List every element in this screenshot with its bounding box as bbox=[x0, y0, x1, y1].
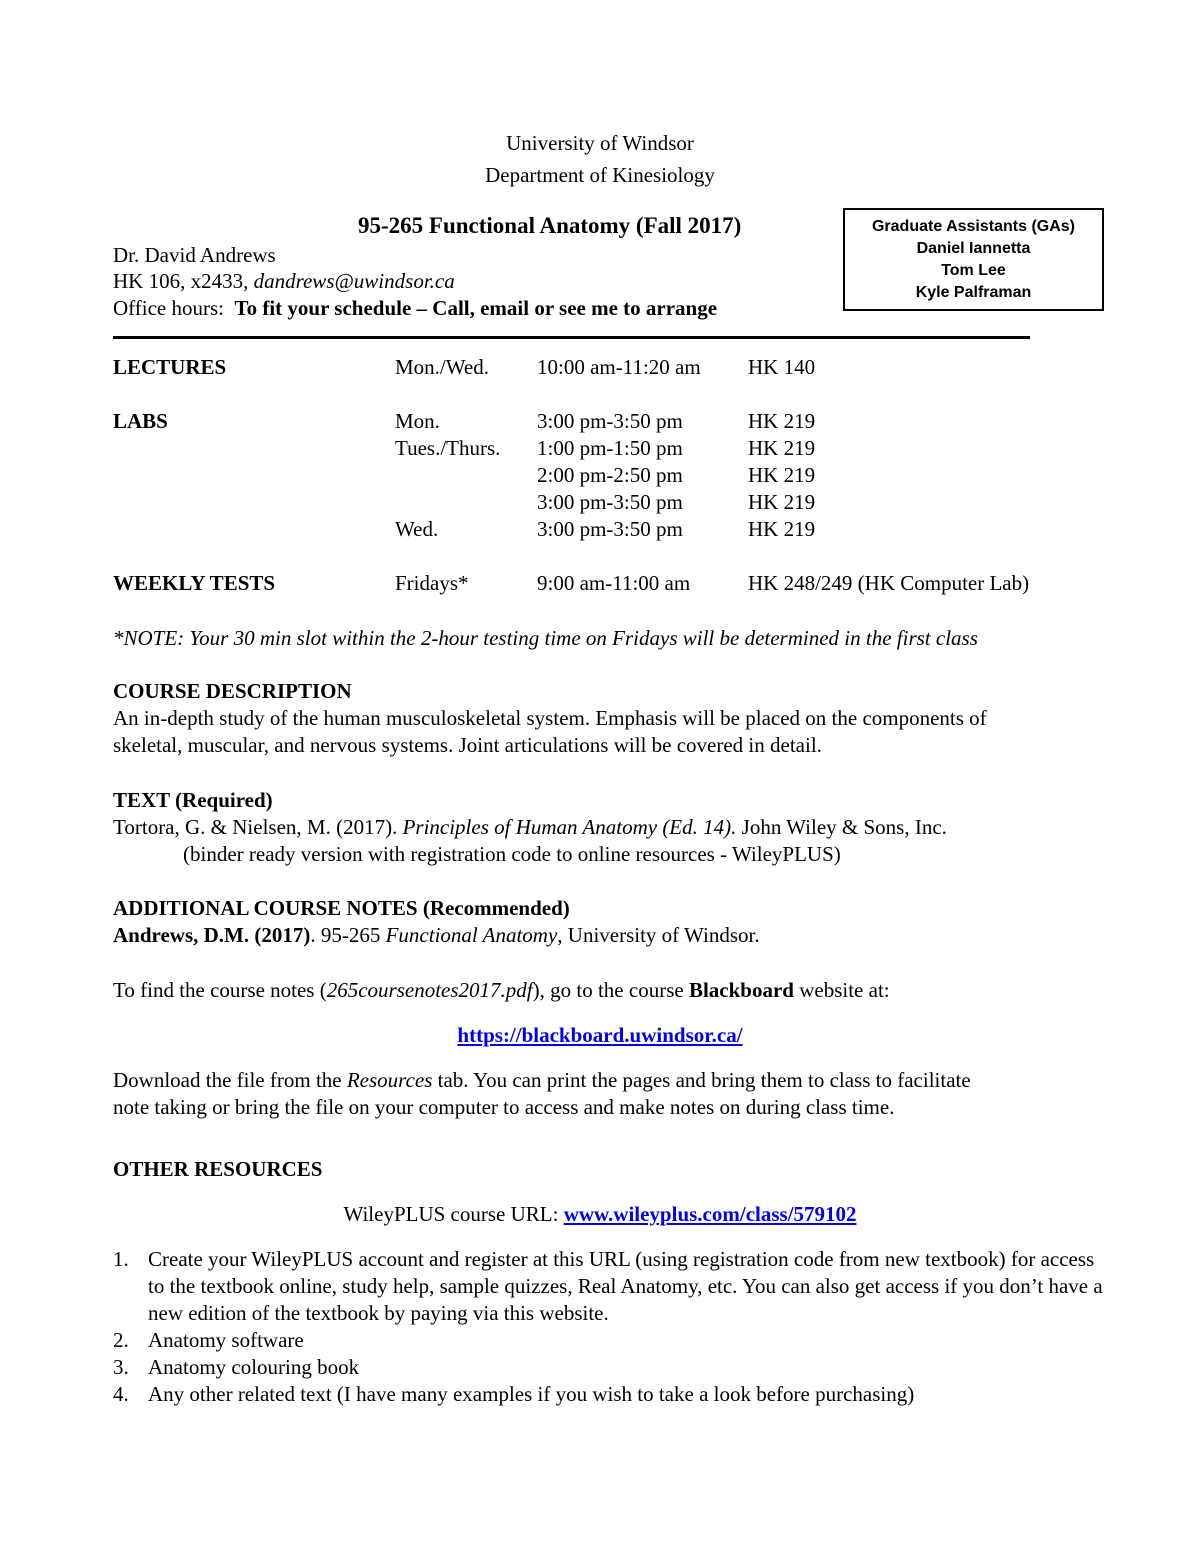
textbook-title: Principles of Human Anatomy (Ed. 14). bbox=[402, 815, 737, 839]
office-hours bbox=[113, 295, 717, 322]
schedule-time: 10:00 am-11:20 am bbox=[537, 355, 701, 379]
other-resources-heading: OTHER RESOURCES bbox=[113, 1157, 323, 1181]
schedule-row bbox=[0, 570, 1200, 597]
office-hours-label: Office hours: bbox=[113, 296, 224, 320]
course-notes-citation bbox=[113, 922, 760, 949]
list-item-text: Anatomy software bbox=[148, 1328, 304, 1352]
blackboard-link[interactable]: https://blackboard.uwindsor.ca/ bbox=[457, 1023, 743, 1047]
download-instructions-line: note taking or bring the file on your computer to access and make notes on during class time. bbox=[113, 1095, 895, 1119]
schedule-row bbox=[0, 354, 1200, 381]
schedule-day: Mon. bbox=[395, 409, 440, 433]
notes-code: . 95-265 bbox=[310, 923, 386, 947]
schedule-room: HK 219 bbox=[748, 517, 816, 541]
schedule-room: HK 248/249 (HK Computer Lab) bbox=[748, 571, 1030, 595]
graduate-assistants-box bbox=[843, 208, 1104, 311]
schedule-row bbox=[0, 516, 1200, 543]
wileyplus-link[interactable]: www.wileyplus.com/class/579102 bbox=[563, 1202, 857, 1226]
notes-filename: 265coursenotes2017.pdf bbox=[326, 978, 533, 1002]
list-item-text: Create your WileyPLUS account and register at this URL (using registration code from new textbook) for access to the textbook online, study help, sample quizzes, Real Anatomy, etc. You can also get access if you don’t have a new edition of the textbook by paying via this website. bbox=[148, 1247, 1103, 1325]
find-notes-instructions bbox=[113, 977, 890, 1004]
schedule-time: 2:00 pm-2:50 pm bbox=[537, 463, 683, 487]
textbook-publisher: John Wiley & Sons, Inc. bbox=[736, 815, 947, 839]
schedule-time: 3:00 pm-3:50 pm bbox=[537, 517, 683, 541]
list-number: 4. bbox=[113, 1382, 129, 1406]
additional-notes-heading: ADDITIONAL COURSE NOTES (Recommended) bbox=[113, 896, 570, 920]
schedule-room: HK 219 bbox=[748, 436, 816, 460]
find-notes-prefix: To find the course notes ( bbox=[113, 978, 327, 1002]
find-notes-middle: ), go to the course bbox=[532, 978, 689, 1002]
list-number: 1. bbox=[113, 1247, 129, 1271]
list-item bbox=[113, 1381, 1103, 1408]
schedule-day: Mon./Wed. bbox=[395, 355, 489, 379]
list-number: 2. bbox=[113, 1328, 129, 1352]
list-item-text: Anatomy colouring book bbox=[148, 1355, 360, 1379]
download-prefix: Download the file from the bbox=[113, 1068, 347, 1092]
schedule-day: Tues./Thurs. bbox=[395, 436, 501, 460]
list-item bbox=[113, 1246, 1103, 1327]
download-instructions-line bbox=[113, 1067, 971, 1094]
schedule-time: 1:00 pm-1:50 pm bbox=[537, 436, 683, 460]
schedule-time: 9:00 am-11:00 am bbox=[537, 571, 691, 595]
schedule-row bbox=[0, 408, 1200, 435]
schedule-day: Fridays* bbox=[395, 571, 469, 595]
course-description-heading: COURSE DESCRIPTION bbox=[113, 679, 352, 703]
download-suffix: tab. You can print the pages and bring them to class to facilitate bbox=[432, 1068, 971, 1092]
schedule-room: HK 219 bbox=[748, 409, 816, 433]
schedule-row bbox=[0, 435, 1200, 462]
notes-title: Functional Anatomy bbox=[385, 923, 558, 947]
wileyplus-url-label: WileyPLUS course URL: bbox=[343, 1202, 564, 1226]
list-item bbox=[113, 1354, 1103, 1381]
blackboard-link-row bbox=[0, 1022, 1200, 1049]
schedule-row bbox=[0, 462, 1200, 489]
textbook-authors: Tortora, G. & Nielsen, M. (2017). bbox=[113, 815, 403, 839]
ga-name: Tom Lee bbox=[941, 262, 1006, 279]
list-item bbox=[113, 1327, 1103, 1354]
schedule-room: HK 219 bbox=[748, 463, 816, 487]
schedule-type: LECTURES bbox=[113, 355, 227, 379]
schedule-type: LABS bbox=[113, 409, 168, 433]
instructor-email[interactable]: dandrews@uwindsor.ca bbox=[253, 269, 455, 293]
notes-author: Andrews, D.M. (2017) bbox=[113, 923, 311, 947]
resources-list bbox=[113, 1246, 1103, 1408]
schedule-type: WEEKLY TESTS bbox=[113, 571, 276, 595]
ga-name: Daniel Iannetta bbox=[916, 240, 1031, 257]
schedule-row bbox=[0, 489, 1200, 516]
testing-note: *NOTE: Your 30 min slot within the 2-hour testing time on Fridays will be determined in the first class bbox=[113, 626, 978, 650]
blackboard-name: Blackboard bbox=[688, 978, 794, 1002]
find-notes-suffix: website at: bbox=[793, 978, 890, 1002]
resources-tab-name: Resources bbox=[346, 1068, 433, 1092]
schedule-day: Wed. bbox=[395, 517, 439, 541]
list-number: 3. bbox=[113, 1355, 129, 1379]
office-hours-value: To fit your schedule – Call, email or see me to arrange bbox=[234, 296, 718, 320]
course-title: 95-265 Functional Anatomy (Fall 2017) bbox=[358, 213, 742, 238]
course-description-line: skeletal, muscular, and nervous systems. Joint articulations will be covered in detail. bbox=[113, 733, 822, 757]
course-description-line: An in-depth study of the human musculoskeletal system. Emphasis will be placed on the components of bbox=[113, 706, 987, 730]
instructor-name: Dr. David Andrews bbox=[113, 243, 276, 267]
notes-publisher: , University of Windsor. bbox=[557, 923, 760, 947]
instructor-office bbox=[113, 268, 455, 295]
wileyplus-url-row bbox=[0, 1201, 1200, 1228]
text-required-heading: TEXT (Required) bbox=[113, 788, 273, 812]
schedule-time: 3:00 pm-3:50 pm bbox=[537, 409, 683, 433]
university-name: University of Windsor bbox=[506, 131, 694, 155]
textbook-citation bbox=[113, 814, 947, 841]
binder-note: (binder ready version with registration code to online resources - WileyPLUS) bbox=[183, 842, 841, 866]
header-divider bbox=[113, 336, 1030, 339]
office-location: HK 106, x2433, bbox=[113, 269, 254, 293]
ga-name: Kyle Palframan bbox=[915, 284, 1032, 301]
department-name: Department of Kinesiology bbox=[485, 163, 715, 187]
list-item-text: Any other related text (I have many examples if you wish to take a look before purchasing) bbox=[148, 1382, 915, 1406]
schedule-room: HK 219 bbox=[748, 490, 816, 514]
schedule-room: HK 140 bbox=[748, 355, 816, 379]
schedule-time: 3:00 pm-3:50 pm bbox=[537, 490, 683, 514]
ga-heading: Graduate Assistants (GAs) bbox=[871, 218, 1075, 235]
